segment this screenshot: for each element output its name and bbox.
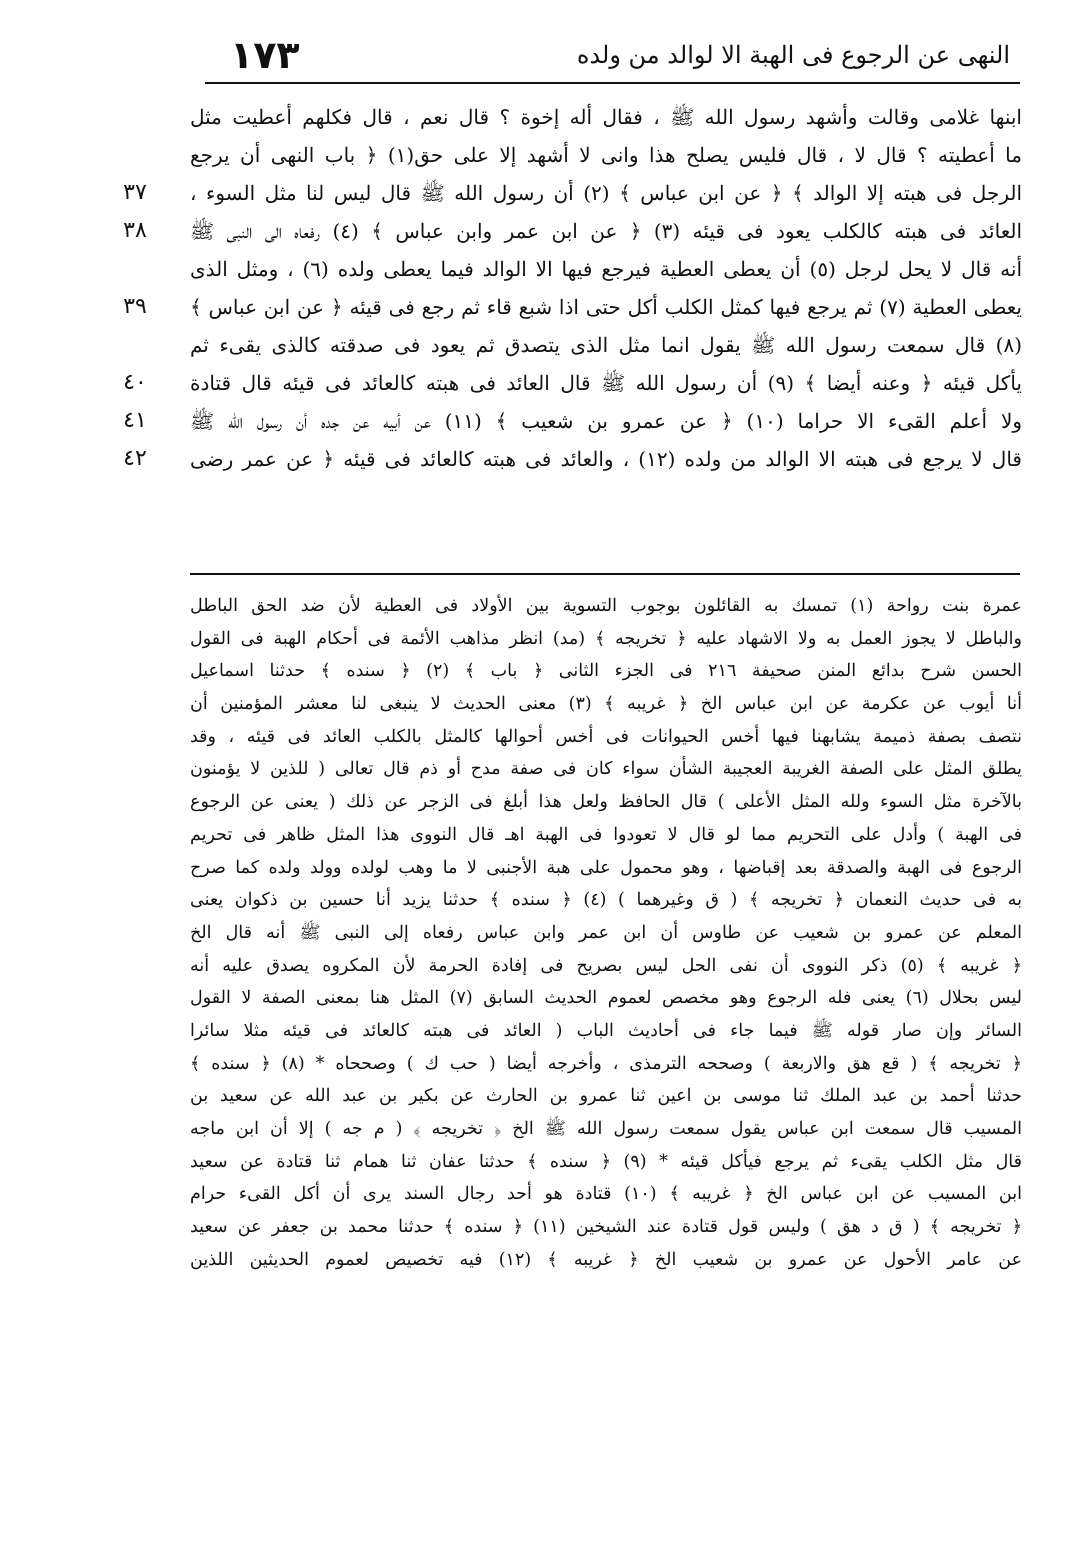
- footnote-line: المسيب قال سمعت ابن عباس يقول سمعت رسول الله ﷺ الخ ﴿ تخريجه ﴾ ( م جه ) إلا أن ابن ماجه: [190, 1119, 1022, 1139]
- footnote-line: أنا أيوب عن عكرمة عن ابن عباس الخ ﴿ غريبه ﴾ (٣) معنى الحديث لا ينبغى لنا معشر المؤمنين أن: [190, 694, 1022, 715]
- running-title: النهى عن الرجوع فى الهبة الا لوالد من ولده: [576, 41, 1010, 69]
- main-text-line: ما أعطيته ؟ قال لا ، قال فليس يصلح هذا وانى لا أشهد إلا على حق(١) ﴿ باب النهى أن يرجع: [190, 143, 1022, 167]
- footnote-line: ﴿ غريبه ﴾ (٥) ذكر النووى أن نفى الحل ليس بصريح فى إفادة الحرمة لأن المكروه يصدق عليه أنه: [190, 955, 1022, 976]
- main-text-line: الرجل فى هبته إلا الوالد ﴾ ﴿ عن ابن عباس ﴾ (٢) أن رسول الله ﷺ قال ليس لنا مثل السوء ،: [190, 181, 1022, 205]
- main-text-line: العائد فى هبته كالكلب يعود فى قيئه (٣) ﴿ عن ابن عمر وابن عباس ﴾ (٤) رفعاه الى النبى ﷺ: [190, 219, 1022, 243]
- hadith-number: ٤٠: [123, 370, 147, 395]
- main-text-line: ابنها غلامى وقالت وأشهد رسول الله ﷺ ، فقال أله إخوة ؟ قال نعم ، قال فكلهم أعطيت مثل: [190, 105, 1022, 129]
- footnote-line: السائر وإن صار قوله ﷺ فيما جاء فى أحاديث الباب ( العائد فى هبته كالعائد فى قيئه مثلا سائرا: [190, 1020, 1022, 1041]
- hadith-number: ٣٩: [123, 294, 147, 319]
- hadith-number: ٣٨: [123, 218, 147, 243]
- footnote-line: والباطل لا يجوز العمل به ولا الاشهاد عليه ﴿ تخريجه ﴾ (مد) انظر مذاهب الأئمة فى أحكام الهبة فى القول: [190, 628, 1022, 649]
- main-text-line: يعطى العطية (٧) ثم يرجع فيها كمثل الكلب أكل حتى اذا شبع قاء ثم رجع فى قيئه ﴿ عن ابن عباس ﴾: [190, 295, 1022, 319]
- main-text-line: (٨) قال سمعت رسول الله ﷺ يقول انما مثل الذى يتصدق ثم يعود فى صدقته كالذى يقىء ثم: [190, 333, 1022, 357]
- page-header: [190, 30, 1030, 80]
- footnote-separator: [190, 573, 1020, 575]
- header-rule: [205, 82, 1020, 84]
- footnote-line: الرجوع فى الهبة والصدقة بعد إقباضها ، وهو محمول على هبة الأجنبى لا ما وهب لولده وولد ولده كما صرح: [190, 857, 1022, 878]
- footnote-line: بالآخرة مثل السوء ولله المثل الأعلى ) قال الحافظ ولعل هذا أبلغ فى الزجر عن ذلك ( يعنى عن الرجوع: [190, 792, 1022, 813]
- footnote-line: نتصف بصفة ذميمة يشابهنا فيها أخس الحيوانات فى أخس أحوالها كالمثل بالكلب العائد فى قيئه ، وقد: [190, 726, 1022, 747]
- footnote-line: المعلم عن عمرو بن شعيب عن طاوس أن ابن عمر وابن عباس رفعاه إلى النبى ﷺ أنه قال الخ: [190, 922, 1022, 943]
- hadith-number: ٤١: [123, 408, 147, 433]
- footnote-line: ﴿ تخريجه ﴾ ( قع هق والاربعة ) وصححه الترمذى ، وأخرجه أيضا ( حب ك ) وصححاه * (٨) ﴿ سنده ﴾: [190, 1053, 1022, 1074]
- main-text-line: يأكل قيئه ﴿ وعنه أيضا ﴾ (٩) أن رسول الله ﷺ قال العائد فى هبته كالعائد فى قيئه قال قتادة: [190, 371, 1022, 395]
- page-number: ١٧٣: [230, 33, 300, 77]
- footnotes-body: [190, 590, 1022, 1276]
- footnote-line: ليس بحلال (٦) يعنى فله الرجوع وهو مخصص لعموم الحديث السابق (٧) المثل هنا بمعنى الصفة لا القول: [190, 988, 1022, 1009]
- footnote-line: قال مثل الكلب يقىء ثم يرجع فيأكل قيئه * (٩) ﴿ سنده ﴾ حدثنا عفان ثنا همام ثنا قتادة عن سعيد: [190, 1151, 1022, 1172]
- footnote-line: حدثنا أحمد بن عبد الملك ثنا موسى بن اعين ثنا عمرو بن الحارث عن بكير بن عبد الله عن سعيد بن: [190, 1086, 1022, 1107]
- footnote-line: يطلق المثل على الصفة الغريبة العجيبة الشأن سواء كان فى صفة مدح أو ذم قال تعالى ( للذين لا يؤمنون: [190, 759, 1022, 780]
- footnote-line: ابن المسيب عن ابن عباس الخ ﴿ غريبه ﴾ (١٠) قتادة هو أحد رجال السند يرى أن أكل القىء حرام: [190, 1184, 1022, 1205]
- main-text-line: أنه قال لا يحل لرجل (٥) أن يعطى العطية فيرجع فيها الا الوالد فيما يعطى ولده (٦) ، ومثل الذى: [190, 257, 1022, 281]
- footnote-line: ﴿ تخريجه ﴾ ( ق د هق ) وليس قول قتادة عند الشيخين (١١) ﴿ سنده ﴾ حدثنا محمد بن جعفر عن سعيد: [190, 1217, 1022, 1238]
- footnote-line: عن عامر الأحول عن عمرو بن شعيب الخ ﴿ غريبه ﴾ (١٢) فيه تخصيص لعموم الحديثين اللذين: [190, 1249, 1022, 1270]
- main-text-body: [190, 98, 1022, 478]
- footnote-line: الحسن شرح بدائع المنن صحيفة ٢١٦ فى الجزء الثانى ﴿ باب ﴾ (٢) ﴿ سنده ﴾ حدثنا اسماعيل: [190, 661, 1022, 682]
- footnote-line: فى الهبة ) وأدل على التحريم مما لو قال لا تعودوا فى الهبة اهـ قال النووى هذا المثل ظاهر فى تحريم: [190, 824, 1022, 845]
- main-text-line: قال لا يرجع فى هبته الا الوالد من ولده (١٢) ، والعائد فى هبته كالعائد فى قيئه ﴿ عن عمر رضى: [190, 447, 1022, 471]
- main-text-line: ولا أعلم القىء الا حراما (١٠) ﴿ عن عمرو بن شعيب ﴾ (١١) عن أبيه عن جده أن رسول الله ﷺ: [190, 409, 1022, 433]
- hadith-number: ٣٧: [123, 180, 147, 205]
- footnote-line: به فى حديث النعمان ﴿ تخريجه ﴾ ( ق وغيرهما ) (٤) ﴿ سنده ﴾ حدثنا يزيد أنا حسين بن ذكوان يعنى: [190, 890, 1022, 911]
- hadith-number: ٤٢: [123, 446, 147, 471]
- footnote-line: عمرة بنت رواحة (١) تمسك به القائلون بوجوب التسوية بين الأولاد فى العطية لأن ضد الحق الباطل: [190, 596, 1022, 616]
